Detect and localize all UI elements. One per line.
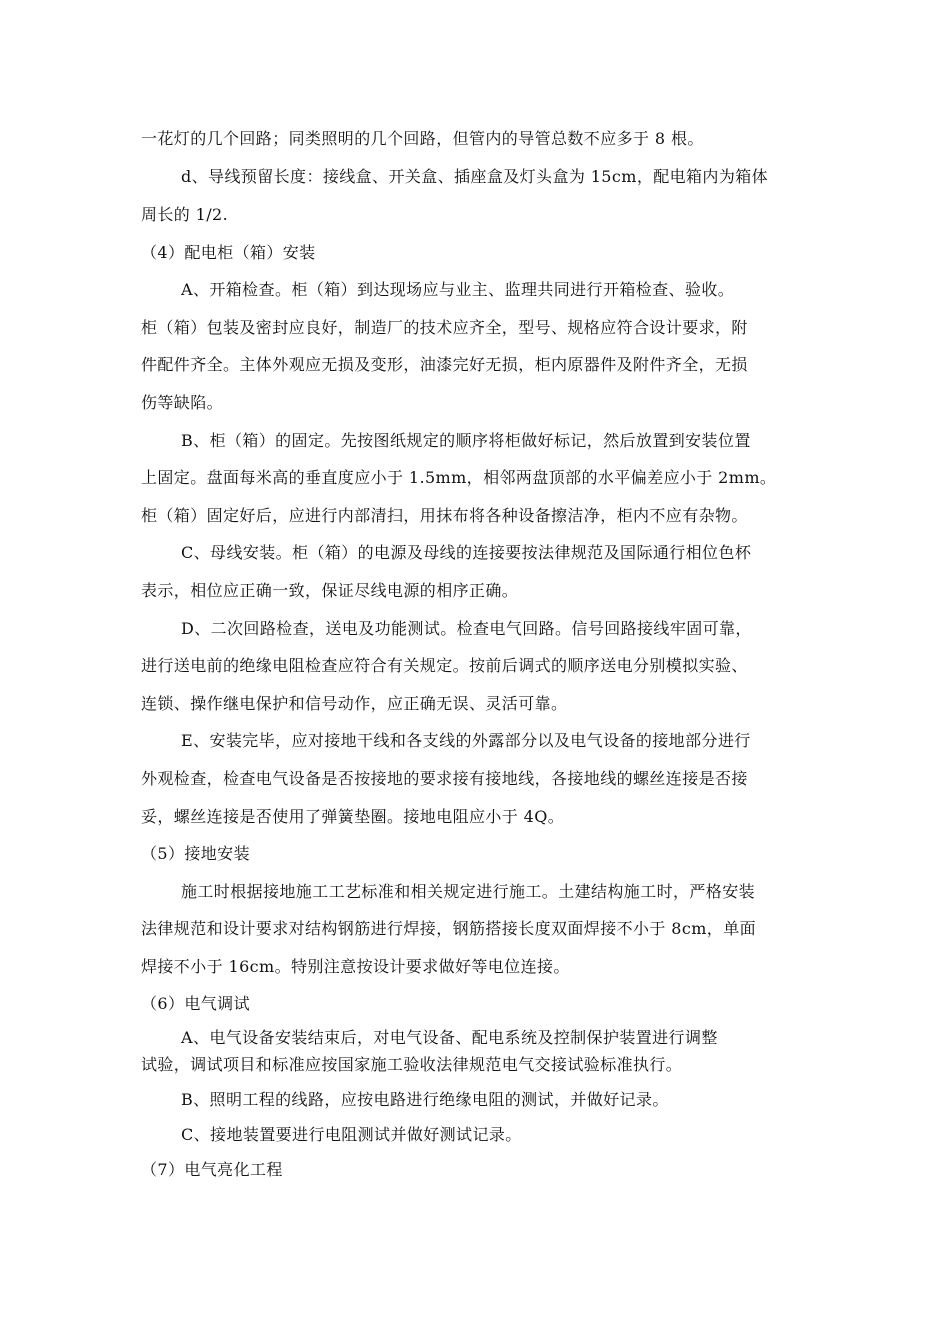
text-line: 伤等缺陷。	[141, 393, 224, 412]
section-heading: （6）电气调试	[141, 994, 250, 1013]
text-line: 柜（箱）固定好后，应进行内部清扫，用抹布将各种设备擦洁净，柜内不应有杂物。	[141, 506, 748, 525]
text-line: d、导线预留长度：接线盒、开关盒、插座盒及灯头盒为 15cm，配电箱内为箱体	[181, 167, 769, 186]
section-heading: （7）电气亮化工程	[141, 1160, 283, 1179]
text-line: B、柜（箱）的固定。先按图纸规定的顺序将柜做好标记，然后放置到安装位置	[181, 431, 751, 450]
text-line: 一花灯的几个回路；同类照明的几个回路，但管内的导管总数不应多于 8 根。	[141, 129, 704, 148]
text-line: A、电气设备安装结束后，对电气设备、配电系统及控制保护装置进行调整	[181, 1028, 718, 1047]
section-heading: （4）配电柜（箱）安装	[141, 243, 316, 262]
text-line: D、二次回路检查，送电及功能测试。检查电气回路。信号回路接线牢固可靠，	[181, 619, 752, 638]
text-line: 妥，螺丝连接是否使用了弹簧垫圈。接地电阻应小于 4Q。	[141, 807, 565, 826]
text-line: 施工时根据接地施工工艺标准和相关规定进行施工。土建结构施工时，严格安装	[181, 882, 756, 901]
text-line: 连锁、操作继电保护和信号动作，应正确无误、灵活可靠。	[141, 694, 568, 713]
text-line: 法律规范和设计要求对结构钢筋进行焊接，钢筋搭接长度双面焊接不小于 8cm，单面	[141, 919, 756, 938]
text-line: E、安装完毕，应对接地干线和各支线的外露部分以及电气设备的接地部分进行	[181, 731, 751, 750]
text-line: 柜（箱）包装及密封应良好，制造厂的技术应齐全，型号、规格应符合设计要求，附	[141, 318, 748, 337]
text-line: A、开箱检查。柜（箱）到达现场应与业主、监理共同进行开箱检查、验收。	[181, 280, 735, 299]
text-line: 上固定。盘面每米高的垂直度应小于 1.5mm，相邻两盘顶部的水平偏差应小于 2mm。	[141, 468, 777, 487]
text-line: 表示，相位应正确一致，保证尽线电源的相序正确。	[141, 581, 519, 600]
text-line: C、接地装置要进行电阻测试并做好测试记录。	[181, 1125, 522, 1144]
text-line: 件配件齐全。主体外观应无损及变形，油漆完好无损，柜内原器件及附件齐全，无损	[141, 355, 748, 374]
text-line: 焊接不小于 16cm。特别注意按设计要求做好等电位连接。	[141, 957, 570, 976]
text-line: C、母线安装。柜（箱）的电源及母线的连接要按法律规范及国际通行相位色杯	[181, 543, 752, 562]
section-heading: （5）接地安装	[141, 844, 250, 863]
text-line: 试验，调试项目和标准应按国家施工验收法律规范电气交接试验标准执行。	[141, 1055, 683, 1074]
text-line: 周长的 1/2.	[141, 205, 229, 224]
text-line: 外观检查，检查电气设备是否按接地的要求接有接地线，各接地线的螺丝连接是否接	[141, 769, 748, 788]
text-line: 进行送电前的绝缘电阻检查应符合有关规定。按前后调式的顺序送电分别模拟实验、	[141, 656, 748, 675]
text-line: B、照明工程的线路，应按电路进行绝缘电阻的测试，并做好记录。	[181, 1090, 669, 1109]
